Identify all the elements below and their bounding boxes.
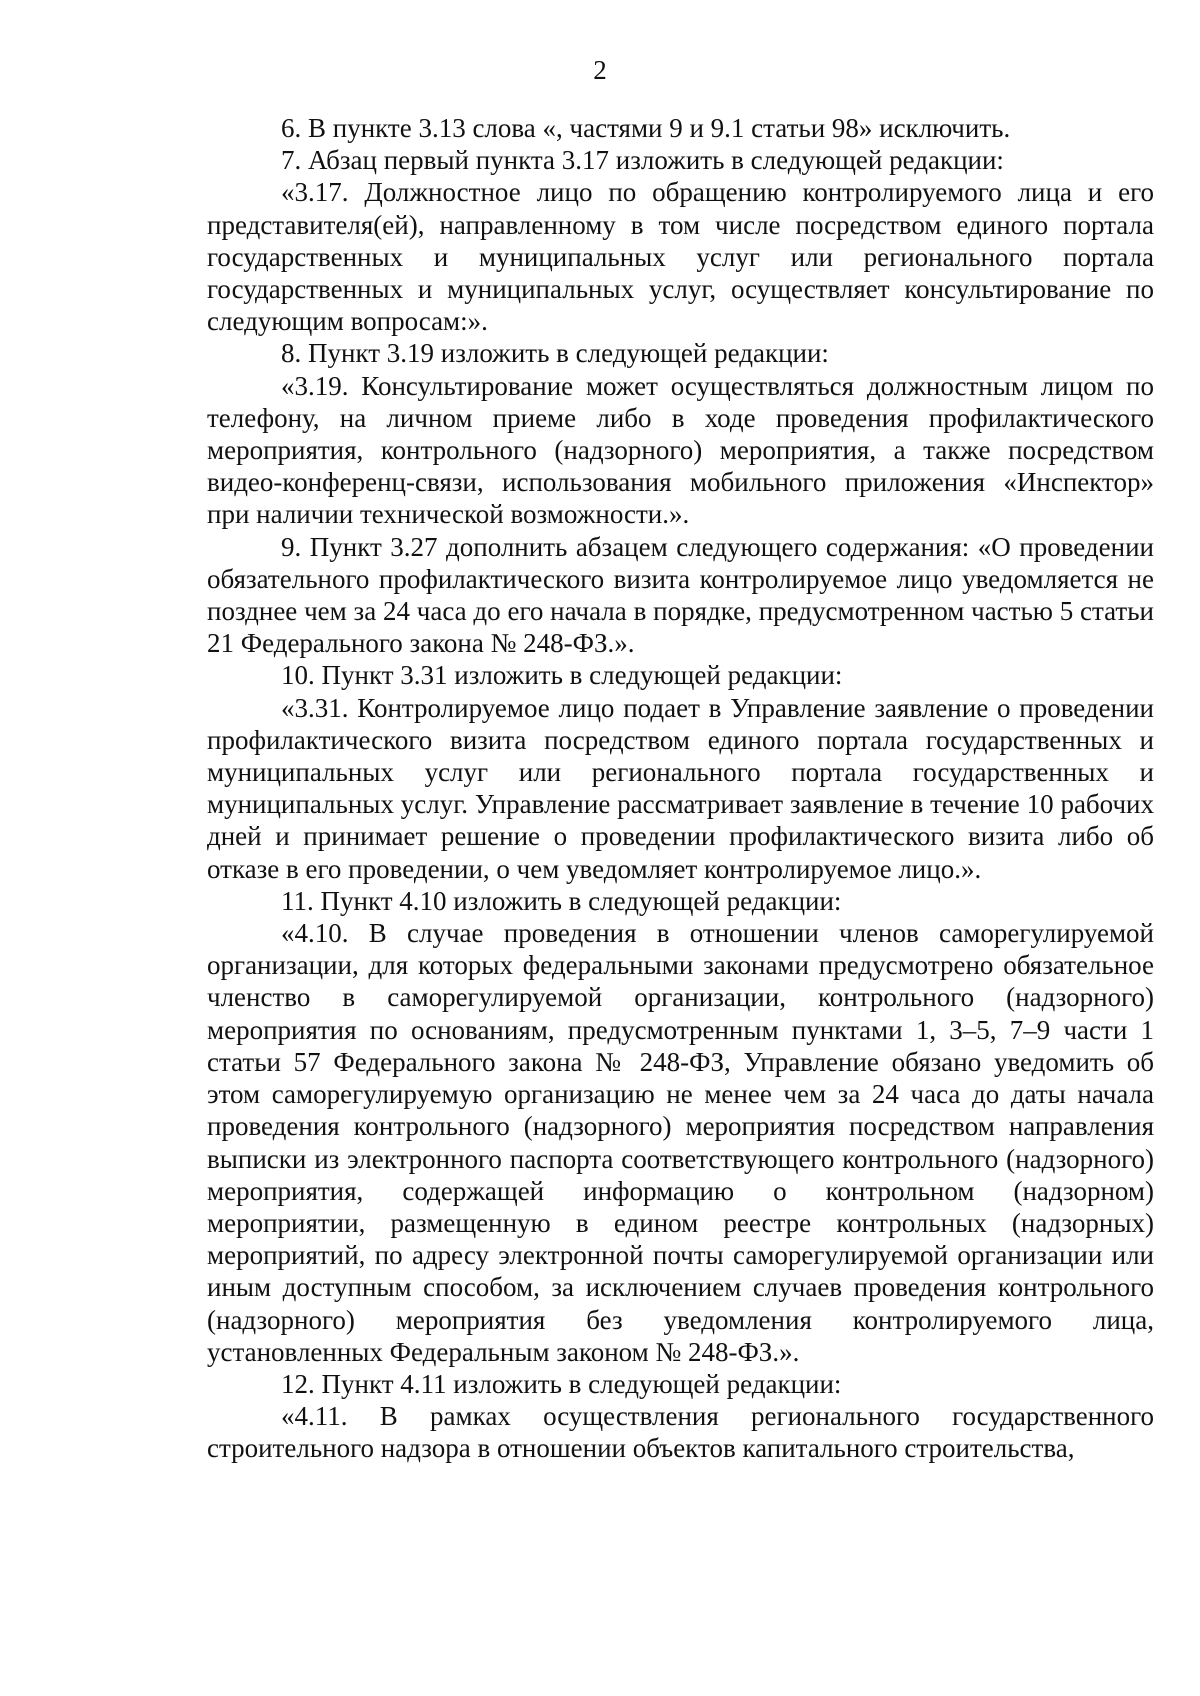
paragraph-item-8: 8. Пункт 3.19 изложить в следующей редакции: <box>281 338 829 369</box>
page-number: 2 <box>593 55 607 85</box>
paragraph-item-9: 9. Пункт 3.27 дополнить абзацем следующего содержания: «О проведении обязательного профилактического визита контролируемое лицо уведомляется не позднее чем за 24 часа до его начала в порядке, предусмотренном частью 5 статьи 21 Федерального закона № 248-ФЗ.». <box>207 531 1154 659</box>
paragraph-item-11: 11. Пункт 4.10 изложить в следующей редакции: <box>281 885 842 916</box>
paragraph-item-6: 6. В пункте 3.13 слова «, частями 9 и 9.1 статьи 98» исключить. <box>281 113 1011 143</box>
paragraph-item-12: 12. Пункт 4.11 изложить в следующей редакции: <box>281 1368 842 1399</box>
paragraph-quote-3-17: «3.17. Должностное лицо по обращению контролируемого лица и его представителя(ей), направленному в том числе посредством единого портала государственных и муниципальных услуг или регионального портала государственных и муниципальных услуг, осуществляет консультирование по следующим вопросам:». <box>207 177 1154 337</box>
paragraph-quote-3-31: «3.31. Контролируемое лицо подает в Управление заявление о проведении профилактического визита посредством единого портала государственных и муниципальных услуг или регионального портала государственных и муниципальных услуг. Управление рассматривает заявление в течение 10 рабочих дней и принимает решение о проведении профилактического визита либо об отказе в его проведении, о чем уведомляет контролируемое лицо.». <box>207 692 1154 884</box>
paragraph-item-7: 7. Абзац первый пункта 3.17 изложить в следующей редакции: <box>281 145 1004 176</box>
document-body <box>207 112 1154 1465</box>
paragraph-quote-4-11: «4.11. В рамках осуществления регионального государственного строительного надзора в отношении объектов капитального строительства, <box>207 1401 1154 1464</box>
paragraph-quote-3-19: «3.19. Консультирование может осуществляться должностным лицом по телефону, на личном приеме либо в ходе проведения профилактического мероприятия, контрольного (надзорного) мероприятия, а также посредством видео-конференц-связи, использования мобильного приложения «Инспектор» при наличии технической возможности.». <box>207 370 1154 530</box>
paragraph-item-10: 10. Пункт 3.31 изложить в следующей редакции: <box>281 660 843 691</box>
paragraph-quote-4-10: «4.10. В случае проведения в отношении членов саморегулируемой организации, для которых федеральными законами предусмотрено обязательное членство в саморегулируемой организации, контрольного (надзорного) мероприятия по основаниям, предусмотренным пунктами 1, 3–5, 7–9 части 1 статьи 57 Федерального закона № 248-ФЗ, Управление обязано уведомить об этом саморегулируемую организацию не менее чем за 24 часа до даты начала проведения контрольного (надзорного) мероприятия посредством направления выписки из электронного паспорта соответствующего контрольного (надзорного) мероприятия, содержащей информацию о контрольном (надзорном) мероприятии, размещенную в едином реестре контрольных (надзорных) мероприятий, по адресу электронной почты саморегулируемой организации или иным доступным способом, за исключением случаев проведения контрольного (надзорного) мероприятия без уведомления контролируемого лица, установленных Федеральным законом № 248-ФЗ.». <box>207 918 1154 1367</box>
